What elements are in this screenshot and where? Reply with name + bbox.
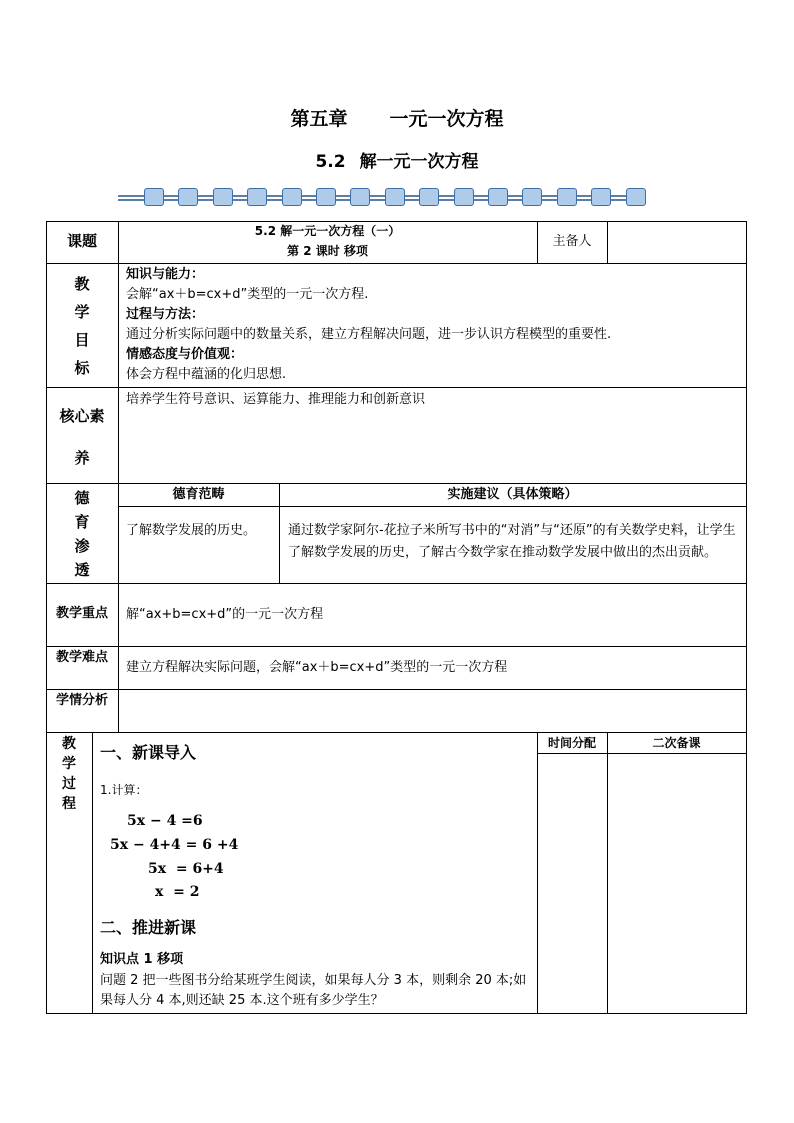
knowledge-point-title: 知识点 1 移项: [100, 952, 184, 967]
equation-line-1: 5x − 4 =6: [127, 813, 203, 829]
difficult-text: 建立方程解决实际问题，会解“ax＋b=cx+d”类型的一元一次方程: [126, 660, 508, 675]
chapter-title: [0, 104, 794, 131]
preparer-label: 主备人: [552, 234, 592, 249]
topic-line-2: 第 2 课时 移项: [287, 244, 368, 258]
knowledge-text: 会解“ax＋b=cx+d”类型的一元一次方程.: [126, 287, 369, 302]
chapter-name: 一元一次方程: [389, 108, 504, 130]
decorative-chain: [118, 188, 638, 208]
moral-col2-text: 通过数学家阿尔-花拉子米所写书中的“对消”与“还原”的有关数学史料，让学生了解数学发展的历史，了解古今数学家在推动数学发展中做出的杰出贡献。: [288, 523, 736, 560]
chain-bead: [350, 188, 370, 206]
difficult-label: 教学难点: [55, 650, 108, 665]
section-number: 5.2: [315, 152, 346, 172]
chapter-number: 第五章: [290, 108, 348, 130]
chain-bead: [213, 188, 233, 206]
process-label: 教 学 过 程: [62, 736, 76, 812]
chain-bead: [488, 188, 508, 206]
core-label-2: 养: [74, 449, 90, 467]
calc-label: 1.计算：: [100, 783, 148, 797]
chain-bead: [454, 188, 474, 206]
chain-bead: [247, 188, 267, 206]
process-text: 通过分析实际问题中的数量关系，建立方程解决问题，进一步认识方程模型的重要性.: [126, 327, 612, 342]
chain-bead: [522, 188, 542, 206]
core-label: 核心素: [59, 407, 105, 425]
goals-content: [126, 265, 742, 385]
chain-bead: [282, 188, 302, 206]
chain-bead: [316, 188, 336, 206]
intro-heading: 一、新课导入: [100, 743, 197, 762]
time-allocation-head: 时间分配: [547, 736, 596, 750]
key-text: 解“ax+b=cx+d”的一元一次方程: [126, 607, 324, 622]
new-lesson-heading: 二、推进新课: [100, 918, 197, 937]
chain-bead: [557, 188, 577, 206]
process-title: 过程与方法：: [126, 307, 205, 322]
chain-bead: [144, 188, 164, 206]
equation-line-3: 5x = 6+4: [148, 861, 224, 877]
topic-label: 课题: [66, 232, 97, 250]
moral-col1-text: 了解数学发展的历史。: [126, 523, 257, 538]
goals-label: 教 学 目 标: [74, 275, 90, 377]
emotion-title: 情感态度与价值观：: [126, 347, 244, 362]
knowledge-title: 知识与能力：: [126, 267, 205, 282]
problem-text: 问题 2 把一些图书分给某班学生阅读，如果每人分 3 本，则剩余 20 本;如果每人分 4 本,则还缺 25 本.这个班有多少学生？: [100, 973, 527, 1008]
second-prep-head: 二次备课: [652, 736, 701, 750]
equation-line-2: 5x − 4+4 = 6 +4: [110, 837, 239, 853]
chain-bead: [591, 188, 611, 206]
equation-line-4: x = 2: [155, 884, 200, 900]
chain-bead: [626, 188, 646, 206]
key-label: 教学重点: [55, 606, 108, 621]
chain-bead: [178, 188, 198, 206]
section-title: [0, 147, 794, 172]
moral-label: 德 育 渗 透: [74, 489, 90, 579]
emotion-text: 体会方程中蕴涵的化归思想.: [126, 367, 287, 382]
section-name: 解一元一次方程: [359, 152, 479, 172]
moral-col1-head: 德育范畴: [172, 487, 225, 502]
topic-line-1: 5.2 解一元一次方程（一）: [254, 224, 401, 238]
chain-bead: [385, 188, 405, 206]
chain-bead: [419, 188, 439, 206]
analysis-label: 学情分析: [55, 693, 108, 708]
moral-col2-head: 实施建议（具体策略）: [447, 487, 578, 502]
core-text: 培养学生符号意识、运算能力、推理能力和创新意识: [126, 392, 426, 407]
